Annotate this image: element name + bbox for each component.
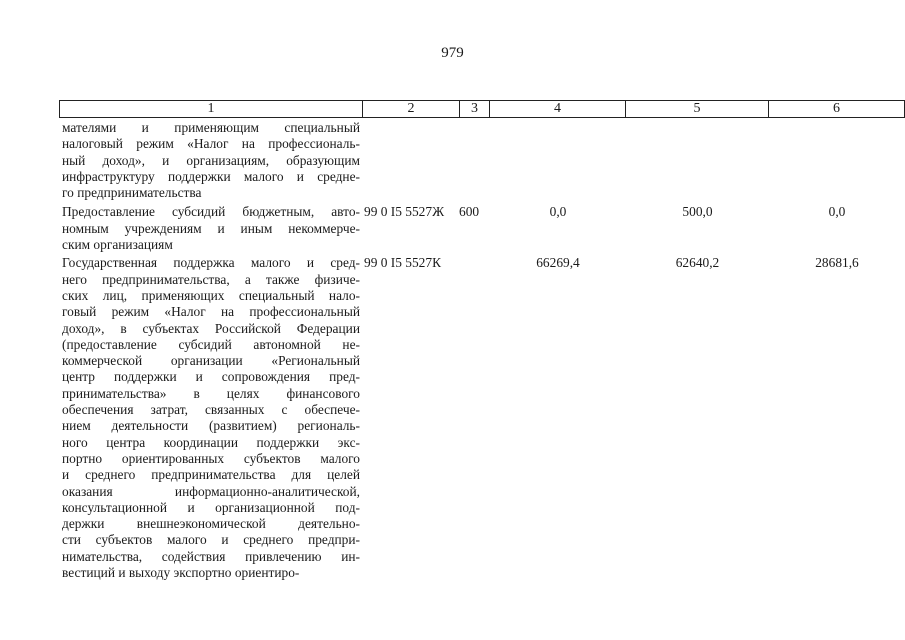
budget-table	[59, 100, 905, 581]
cell-value-5: 500,0	[682, 204, 713, 220]
header-col-3: 3	[459, 101, 489, 117]
header-col-2: 2	[362, 101, 459, 117]
description-line: ного центра координации поддержки экс-	[62, 434, 360, 450]
description-line: него предпринимательства, а также физиче-	[62, 271, 360, 287]
description-line: консультационной и организационной под-	[62, 499, 360, 515]
description-line: портно ориентированных субъектов малого	[62, 450, 360, 466]
description-line: вестиций и выходу экспортно ориентиро-	[62, 565, 300, 581]
cell-code: 99 0 I5 5527Ж	[364, 204, 445, 220]
description-line: говый режим «Налог на профессиональный	[62, 304, 360, 320]
description-line: ный доход», и организациям, образующим	[62, 152, 360, 168]
description-line: ских лиц, применяющих специальный нало-	[62, 287, 360, 303]
description-line: и среднего предпринимательства для целей	[62, 467, 360, 483]
description-line: доход», в субъектах Российской Федерации	[62, 320, 360, 336]
description-line: Предоставление субсидий бюджетным, авто-	[62, 204, 360, 220]
description-line: сти субъектов малого и среднего предпри-	[62, 532, 360, 548]
description-line: (предоставление субсидий автономной не-	[62, 336, 360, 352]
table-header-row	[59, 100, 905, 118]
description-line: нимательства, содействия привлечению ин-	[62, 548, 360, 564]
description-line: Государственная поддержка малого и сред-	[62, 255, 360, 271]
cell-value-5: 62640,2	[675, 255, 720, 271]
table-body	[59, 120, 905, 581]
cell-code: 99 0 I5 5527К	[364, 255, 441, 271]
cell-vr: 600	[459, 204, 480, 220]
table-row	[59, 120, 905, 201]
description-line: принимательства» в целях финансового	[62, 385, 360, 401]
header-col-4: 4	[489, 101, 625, 117]
cell-description	[59, 255, 360, 581]
description-line: инфраструктуру поддержки малого и средне-	[62, 168, 360, 184]
description-line: го предпринимательства	[62, 185, 202, 201]
description-line: налоговый режим «Налог на профессиональ-	[62, 136, 360, 152]
cell-value-4: 66269,4	[536, 255, 580, 271]
cell-description	[59, 120, 360, 201]
description-line: центр поддержки и сопровождения пред-	[62, 369, 360, 385]
table-row	[59, 204, 905, 253]
table-row	[59, 255, 905, 581]
cell-description	[59, 204, 360, 253]
cell-value-4: 0,0	[549, 204, 567, 220]
description-line: номным учреждениям и иным некоммерче-	[62, 220, 360, 236]
description-line: оказания информационно-аналитической,	[62, 483, 360, 499]
header-col-6: 6	[768, 101, 904, 117]
header-col-1: 1	[207, 101, 215, 116]
header-col-5: 5	[625, 101, 768, 117]
cell-value-6: 28681,6	[815, 255, 859, 271]
description-line: обеспечения затрат, связанных с обеспече-	[62, 402, 360, 418]
cell-value-6: 0,0	[828, 204, 846, 220]
description-line: нием деятельности (развитием) региональ-	[62, 418, 360, 434]
description-line: коммерческой организации «Региональный	[62, 353, 360, 369]
description-line: держки внешнеэкономической деятельно-	[62, 516, 360, 532]
page-number: 979	[441, 45, 464, 61]
description-line: мателями и применяющим специальный	[62, 120, 360, 135]
description-line: ским организациям	[62, 237, 173, 253]
